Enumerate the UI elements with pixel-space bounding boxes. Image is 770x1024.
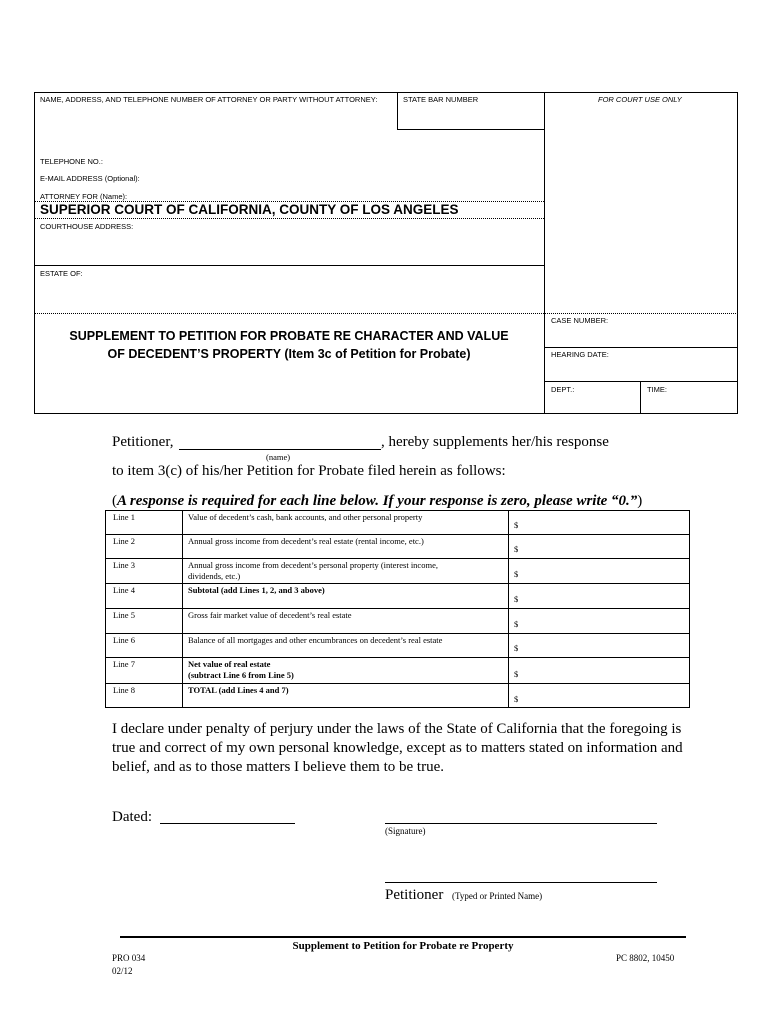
table-row-description-cont: dividends, etc.) (188, 571, 241, 581)
dept-rule (544, 381, 738, 382)
instruction-open-paren: ( (112, 493, 117, 509)
item-line: to item 3(c) of his/her Petition for Probate filed herein as follows: (112, 463, 506, 479)
line-amount-input[interactable] (522, 693, 684, 705)
dept-time-divider (640, 381, 641, 414)
petitioner-prefix: Petitioner, (112, 434, 174, 450)
estate-of-input[interactable] (40, 281, 538, 309)
line-amount-input[interactable] (522, 618, 684, 630)
form-revision: 02/12 (112, 966, 133, 976)
estate-label: ESTATE OF: (40, 269, 83, 278)
dollar-sign: $ (514, 594, 519, 604)
signature-input[interactable] (386, 806, 656, 822)
dollar-sign: $ (514, 643, 519, 653)
court-name-bottom-rule (34, 218, 544, 219)
hearing-date-rule (544, 347, 738, 348)
table-col-divider-1 (182, 510, 183, 708)
court-name: SUPERIOR COURT OF CALIFORNIA, COUNTY OF LOS ANGELES (40, 202, 459, 217)
declaration-line-3: belief, and as to those matters I believe them to be true. (112, 759, 444, 775)
table-line-label: Line 7 (113, 659, 135, 669)
table-row-description: Annual gross income from decedent’s real estate (rental income, etc.) (188, 536, 424, 546)
table-line-label: Line 3 (113, 560, 135, 570)
petitioner-name-input[interactable] (180, 434, 380, 448)
time-input[interactable] (647, 397, 733, 410)
dollar-sign: $ (514, 569, 519, 579)
table-row-description: Net value of real estate (188, 659, 271, 669)
instruction-line (112, 492, 642, 510)
table-row-divider (105, 633, 690, 634)
estate-top-rule (34, 265, 544, 266)
title-top-rule (34, 313, 738, 314)
table-row-divider (105, 683, 690, 684)
attorney-label: NAME, ADDRESS, AND TELEPHONE NUMBER OF ATTORNEY OR PARTY WITHOUT ATTORNEY: (40, 95, 378, 104)
petitioner-label: Petitioner (385, 887, 444, 903)
courthouse-address-label: COURTHOUSE ADDRESS: (40, 222, 134, 231)
dollar-sign: $ (514, 520, 519, 530)
table-row-divider (105, 608, 690, 609)
table-row-divider (105, 534, 690, 535)
telephone-label: TELEPHONE NO.: (40, 157, 103, 166)
dept-input[interactable] (551, 397, 635, 410)
dated-input[interactable] (162, 808, 294, 822)
hearing-date-label: HEARING DATE: (551, 350, 609, 359)
name-caption: (name) (266, 452, 291, 462)
table-row-description: Subtotal (add Lines 1, 2, and 3 above) (188, 585, 325, 595)
line-amount-input[interactable] (522, 519, 684, 531)
table-row-divider (105, 558, 690, 559)
signature-line (385, 823, 657, 824)
instruction-close-paren: ) (637, 493, 643, 509)
dept-label: DEPT.: (551, 385, 575, 394)
dated-label: Dated: (112, 809, 152, 825)
form-title-line-1: SUPPLEMENT TO PETITION FOR PROBATE RE CHARACTER AND VALUE (69, 329, 509, 343)
line-amount-input[interactable] (522, 543, 684, 555)
attorney-name-address-input[interactable] (40, 108, 390, 152)
footer-title: Supplement to Petition for Probate re Property (292, 940, 514, 952)
signature-caption: (Signature) (385, 826, 426, 836)
form-title-line-2: OF DECEDENT’S PROPERTY (Item 3c of Petition for Probate) (107, 347, 471, 361)
table-row-divider (105, 583, 690, 584)
table-row-description-cont: (subtract Line 6 from Line 5) (188, 670, 294, 680)
table-line-label: Line 4 (113, 585, 135, 595)
typed-name-line (385, 882, 657, 883)
dollar-sign: $ (514, 669, 519, 679)
courthouse-address-input[interactable] (40, 234, 538, 262)
dollar-sign: $ (514, 619, 519, 629)
table-row-divider (105, 657, 690, 658)
hearing-date-input[interactable] (551, 362, 733, 376)
footer-rule (120, 936, 686, 938)
instruction-text: A response is required for each line below. If your response is zero, please write “0.” (117, 493, 638, 509)
time-label: TIME: (647, 385, 667, 394)
petitioner-suffix: , hereby supplements her/his response (381, 434, 609, 450)
table-row-description: TOTAL (add Lines 4 and 7) (188, 685, 289, 695)
case-number-input[interactable] (551, 328, 733, 344)
email-input[interactable] (132, 172, 390, 184)
statute-code: PC 8802, 10450 (616, 953, 675, 963)
form-number: PRO 034 (112, 953, 146, 963)
court-use-divider (544, 92, 545, 414)
declaration-line-2: true and correct of my own personal knowledge, except as to matters stated on information and (112, 740, 683, 756)
petitioner-name-line (179, 449, 381, 450)
table-line-label: Line 1 (113, 512, 135, 522)
case-number-label: CASE NUMBER: (551, 316, 609, 325)
telephone-input[interactable] (100, 155, 390, 167)
table-row-description: Annual gross income from decedent’s personal property (interest income, (188, 560, 438, 570)
table-line-label: Line 8 (113, 685, 135, 695)
typed-name-input[interactable] (386, 866, 656, 880)
dated-line (160, 823, 295, 824)
dollar-sign: $ (514, 694, 519, 704)
declaration-line-1: I declare under penalty of perjury under the laws of the State of California that the foregoing is (112, 721, 682, 737)
email-label: E-MAIL ADDRESS (Optional): (40, 174, 140, 183)
table-line-label: Line 5 (113, 610, 135, 620)
table-line-label: Line 6 (113, 635, 135, 645)
court-use-label: FOR COURT USE ONLY (598, 95, 682, 104)
line-amount-input[interactable] (522, 642, 684, 654)
table-col-divider-2 (508, 510, 509, 708)
table-row-description: Gross fair market value of decedent’s real estate (188, 610, 352, 620)
line-amount-input[interactable] (522, 568, 684, 580)
dollar-sign: $ (514, 544, 519, 554)
typed-name-caption: (Typed or Printed Name) (452, 891, 543, 901)
table-line-label: Line 2 (113, 536, 135, 546)
line-amount-input[interactable] (522, 668, 684, 680)
attorney-for-label: ATTORNEY FOR (Name): (40, 192, 128, 201)
table-row-description: Value of decedent’s cash, bank accounts, and other personal property (188, 512, 423, 522)
state-bar-number-input[interactable] (403, 108, 539, 126)
state-bar-label: STATE BAR NUMBER (403, 95, 479, 104)
line-amount-input[interactable] (522, 593, 684, 605)
table-row-description: Balance of all mortgages and other encumbrances on decedent’s real estate (188, 635, 443, 645)
